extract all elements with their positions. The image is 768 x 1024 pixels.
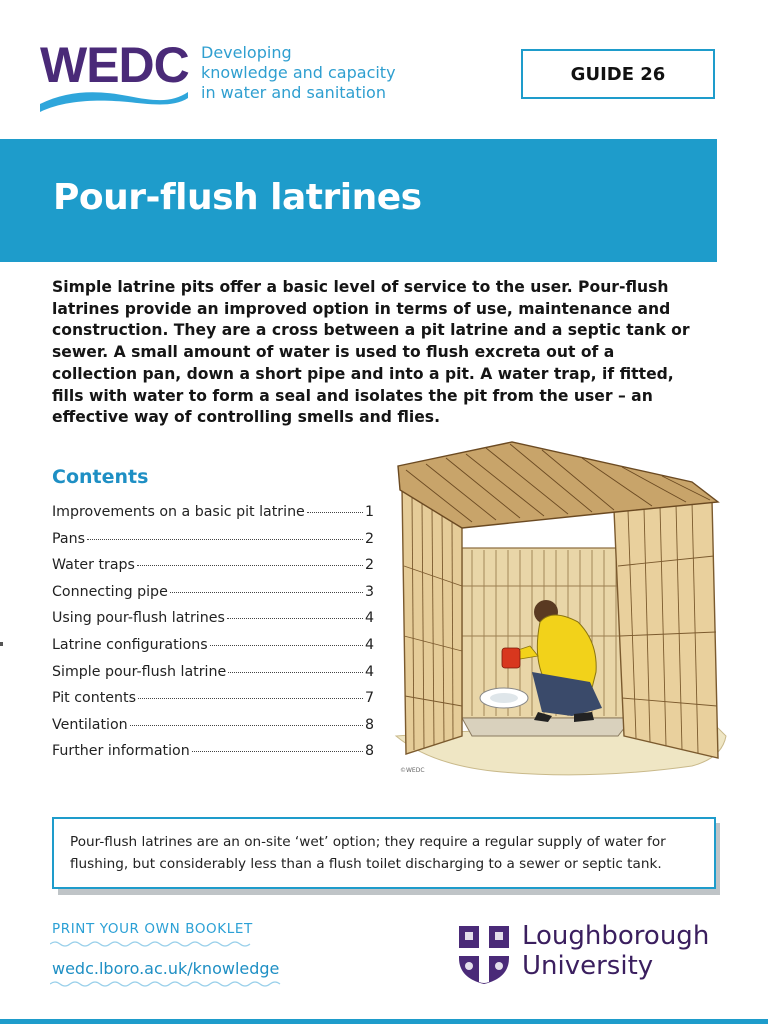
toc-item[interactable] [52,557,374,584]
illustration-credit: ©WEDC [400,767,425,774]
toc-item-label: Simple pour-flush latrine [52,663,227,680]
wedc-tagline [201,43,396,103]
university-name [522,921,709,981]
toc-leader [228,672,363,673]
toc-item-label: Pit contents [52,690,136,707]
toc-item-page: 1 [364,504,374,520]
toc-item[interactable] [52,584,374,611]
toc-leader [192,751,363,752]
toc-item-label: Further information [52,743,190,760]
margin-mark [0,642,3,646]
toc-item-label: Using pour-flush latrines [52,610,225,627]
bottom-accent-bar [0,1019,768,1024]
toc-leader [210,645,363,646]
toc-leader [87,539,363,540]
wedc-logo-text: WEDC [40,37,189,93]
toc-item[interactable] [52,717,374,744]
toc-leader [138,698,363,699]
tagline-line: knowledge and capacity [201,63,396,82]
toc-item[interactable] [52,531,374,558]
title-band [0,139,717,262]
toc-item-page: 4 [364,663,374,680]
guide-number-badge: GUIDE 26 [521,49,715,99]
link-underline-wave [50,940,253,948]
toc-item-label: Improvements on a basic pit latrine [52,504,305,520]
note-box: Pour-flush latrines are an on-site ‘wet’ option; they require a regular supply of water for flushing, but considerably less than a flush toilet discharging to a sewer or septic tank. [52,817,716,889]
toc-item-page: 2 [364,557,374,574]
toc-leader [130,725,363,726]
toc-item[interactable] [52,743,374,770]
toc-item-page: 4 [364,636,374,653]
toc-item[interactable] [52,610,374,637]
latrine-illustration [392,436,728,782]
toc-item[interactable] [52,690,374,717]
toc-item-label: Connecting pipe [52,583,168,600]
toc-item-label: Pans [52,530,85,547]
university-name-line: Loughborough [522,921,710,951]
contents-heading: Contents [52,466,149,488]
toc-item[interactable] [52,664,374,691]
toc-item-page: 3 [364,583,374,600]
toc-item-page: 2 [364,530,374,547]
toc-leader [170,592,363,593]
print-booklet-link[interactable]: PRINT YOUR OWN BOOKLET [52,921,253,937]
wedc-logo-wave-icon [38,86,190,114]
toc-item-page: 4 [364,610,374,627]
toc-item-page: 7 [364,690,374,707]
toc-leader [227,618,363,619]
toc-item-label: Latrine configurations [52,636,208,653]
toc-item-label: Ventilation [52,716,128,733]
table-of-contents [52,504,374,770]
toc-item-page: 8 [364,743,374,760]
toc-item-label: Water traps [52,557,135,574]
page-title: Pour-flush latrines [53,177,422,218]
intro-paragraph: Simple latrine pits offer a basic level of service to the user. Pour-flush latrines provide an improved option in terms of use, maintenance and construction. They are a cross between a pit latrine and a septic tank or sewer. A small amount of water is used to flush excreta out of a collection pan, down a short pipe and into a pit. A water trap, if fitted, fills with water to form a seal and isolates the pit from the user – an effective way of controlling smells and flies. [52,278,690,427]
toc-item[interactable] [52,504,374,531]
toc-leader [137,565,363,566]
tagline-line: in water and sanitation [201,83,386,102]
tagline-line: Developing [201,43,292,62]
university-crest-icon [457,924,511,986]
university-name-line: University [522,951,654,981]
toc-item-page: 8 [364,716,374,733]
toc-leader [307,512,363,513]
website-link[interactable]: wedc.lboro.ac.uk/knowledge [52,959,280,978]
toc-item[interactable] [52,637,374,664]
link-underline-wave [50,980,287,988]
